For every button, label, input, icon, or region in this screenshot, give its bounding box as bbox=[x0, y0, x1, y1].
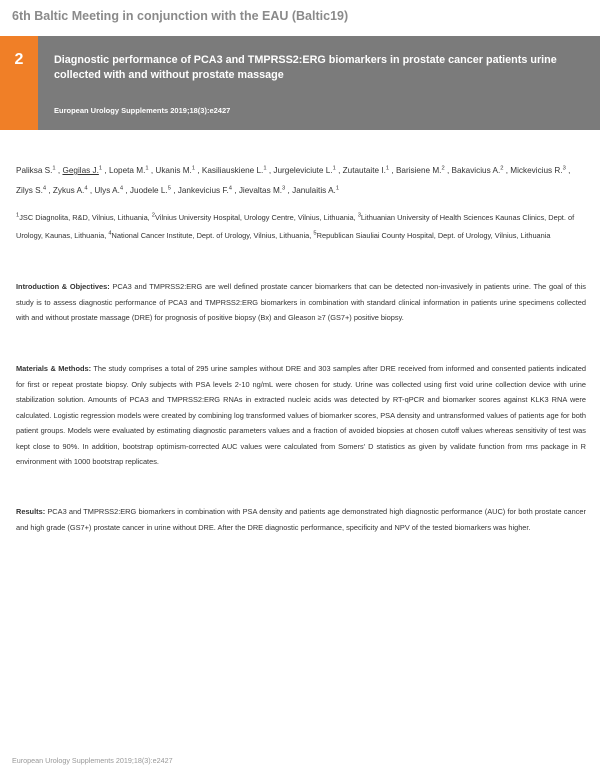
affiliation-text: Lithuanian University of Health Sciences Kaunas Clinics, Dept. of Urology, Kaunas, Lithuania, bbox=[16, 213, 575, 240]
results-heading: Results: bbox=[16, 507, 46, 516]
author-name: Barisiene M. bbox=[395, 166, 442, 175]
author-list: Paliksa S.$^1$ , Gegilas J.$^1$ , Lopeta M.$^1$ , Ukanis M.$^1$ , Kasiliauskiene L.$^1$ , Jurgeleviciute L.$^1$ , Zutautaite I.$^1$ , Barisiene M.$^2$ , Bakavicius A.$^2$ , Mickevicius R.$^3$ , Zilys S.$^4$ , Zykus A.$^4$ , Ulys A.$^4$ , Juodele L.$^5$ , Jankevicius F.$^4$ , Jievaltas M.$^3$ , Janulaitis A.$^1$ bbox=[16, 165, 571, 195]
author bbox=[178, 186, 232, 195]
author-name: Ulys A. bbox=[94, 186, 120, 195]
affiliation-text: Vilnius University Hospital, Urology Centre, Vilnius, Lithuania, bbox=[155, 213, 358, 222]
author-name: Lopeta M. bbox=[108, 166, 146, 175]
author bbox=[452, 166, 504, 175]
author-name: Zykus A. bbox=[52, 186, 85, 195]
meeting-title: 6th Baltic Meeting in conjunction with the EAU (Baltic19) bbox=[12, 9, 349, 23]
author-name: Kasiliauskiene L. bbox=[201, 166, 264, 175]
affiliation-number: 3 bbox=[357, 212, 361, 219]
introduction-section bbox=[16, 279, 586, 326]
author-affiliation-number: 1 bbox=[98, 165, 103, 172]
author-name: Ukanis M. bbox=[155, 166, 192, 175]
author bbox=[343, 166, 389, 175]
results-text: PCA3 and TMPRSS2:ERG biomarkers in combination with PSA density and patients age demonstrated high diagnostic performance (AUC) for both prostate cancer and high grade (GS7+) prostate cancer in urine without DRE. After the DRE diagnostic performance, specificity and NPV of the tested biomarkers was higher. bbox=[16, 507, 586, 532]
author bbox=[109, 166, 149, 175]
author-affiliation-number: 4 bbox=[42, 185, 47, 192]
author bbox=[62, 166, 102, 175]
author-affiliation-number: 1 bbox=[335, 185, 340, 192]
author-affiliation-number: 2 bbox=[441, 165, 445, 172]
author bbox=[510, 166, 566, 175]
author-affiliation-number: 3 bbox=[562, 165, 566, 172]
author bbox=[130, 186, 171, 195]
abstract-header bbox=[0, 36, 600, 130]
author-name: Jurgeleviciute L. bbox=[273, 166, 333, 175]
author-name: Jievaltas M. bbox=[238, 186, 283, 195]
author-affiliation-number: 4 bbox=[119, 185, 124, 192]
affiliation-text: Republican Siauliai County Hospital, Dept. of Urology, Vilnius, Lithuania bbox=[316, 230, 551, 240]
introduction-heading: Introduction & Objectives: bbox=[16, 282, 110, 291]
author-affiliation-number: 3 bbox=[282, 185, 286, 192]
author-name: Mickevicius R. bbox=[510, 166, 563, 175]
affiliation-number: 1 bbox=[16, 212, 20, 219]
author-affiliation-number: 5 bbox=[167, 185, 171, 192]
introduction-text: PCA3 and TMPRSS2:ERG are well defined prostate cancer biomarkers that can be detected non-invasively in patients urine. The goal of this study is to assess diagnostic performance of PCA3 and TMPRSS2:ERG biomarkers in combination with standard clinical information in patients urine specimens collected with and without prostate massage (DRE) for prognosis of positive biopsy (Bx) and Gleason ≥7 (GS7+) positive biopsy. bbox=[16, 282, 586, 322]
author-affiliation-number: 1 bbox=[145, 165, 149, 172]
author-affiliation-number: 1 bbox=[263, 165, 267, 172]
affiliation-number: 4 bbox=[108, 230, 112, 237]
author-name: Paliksa S. bbox=[16, 166, 53, 175]
journal-reference: European Urology Supplements 2019;18(3):e2427 bbox=[54, 106, 231, 115]
author bbox=[239, 186, 285, 195]
author bbox=[202, 166, 267, 175]
affiliation-number: 2 bbox=[151, 212, 156, 219]
author-affiliation-number: 1 bbox=[52, 165, 56, 172]
author-name: Gegilas J. bbox=[62, 166, 99, 175]
author bbox=[396, 166, 445, 175]
methods-section bbox=[16, 361, 586, 470]
author-affiliation-number: 2 bbox=[500, 165, 504, 172]
page-footer: European Urology Supplements 2019;18(3):e2427 bbox=[12, 756, 173, 765]
results-section bbox=[16, 504, 586, 535]
author bbox=[292, 186, 339, 195]
author bbox=[155, 166, 195, 175]
author bbox=[273, 166, 335, 175]
affiliation-text: JSC Diagnolita, R&D, Vilnius, Lithuania, bbox=[19, 213, 152, 222]
author bbox=[53, 186, 88, 195]
author bbox=[16, 186, 46, 195]
abstract-number: 2 bbox=[0, 36, 38, 130]
author-name: Juodele L. bbox=[129, 186, 168, 195]
author-affiliation-number: 4 bbox=[228, 185, 232, 192]
abstract-title: Diagnostic performance of PCA3 and TMPRSS2:ERG biomarkers in prostate cancer patients urine collected with and without prostate massage bbox=[54, 54, 557, 81]
author-affiliation-number: 1 bbox=[191, 165, 196, 172]
author-affiliation-number: 1 bbox=[385, 165, 390, 172]
methods-heading: Materials & Methods: bbox=[16, 364, 92, 373]
affiliation-text: National Cancer Institute, Dept. of Urology, Vilnius, Lithuania, bbox=[111, 230, 314, 240]
author bbox=[16, 166, 56, 175]
author-name: Janulaitis A. bbox=[292, 186, 336, 195]
affiliations bbox=[16, 209, 588, 244]
affiliation-number: 5 bbox=[313, 230, 317, 237]
author-affiliation-number: 4 bbox=[84, 185, 88, 192]
methods-text: The study comprises a total of 295 urine samples without DRE and 303 samples after DRE received from informed and consented patients indicated for first or repeat prostate biopsy. Only subjects with PSA levels 2-10 ng/mL were chosen for study. Urine was collected using first void urine collection device with urine stabilization solution. Amounts of PCA3 and TMPRSS2:ERG RNAs in extracted nucleic acids was detected by RT-qPCR and biomarker scores against KLK3 RNA were calculated. Logistic regression models were created by combining log transformed values of biomarker scores, PSA density and untransformed values of patients age for both patient groups. Models were evaluated by estimating diagnostic parameters values and a fraction of avoided biopsies at chosen cutoff values whereas sensitivity of test was kept close to 90%. In addition, bootstrap optimism-corrected AUC values were calculated from Somers' D statistics as given by validate function from rms package in R environment with 1000 bootstrap replicates. bbox=[16, 364, 586, 466]
author-name: Jankevicius F. bbox=[177, 186, 229, 195]
author bbox=[94, 186, 123, 195]
author-name: Zutautaite I. bbox=[342, 166, 386, 175]
author-name: Bakavicius A. bbox=[451, 166, 501, 175]
author-affiliation-number: 1 bbox=[332, 165, 336, 172]
author-name: Zilys S. bbox=[16, 186, 43, 195]
